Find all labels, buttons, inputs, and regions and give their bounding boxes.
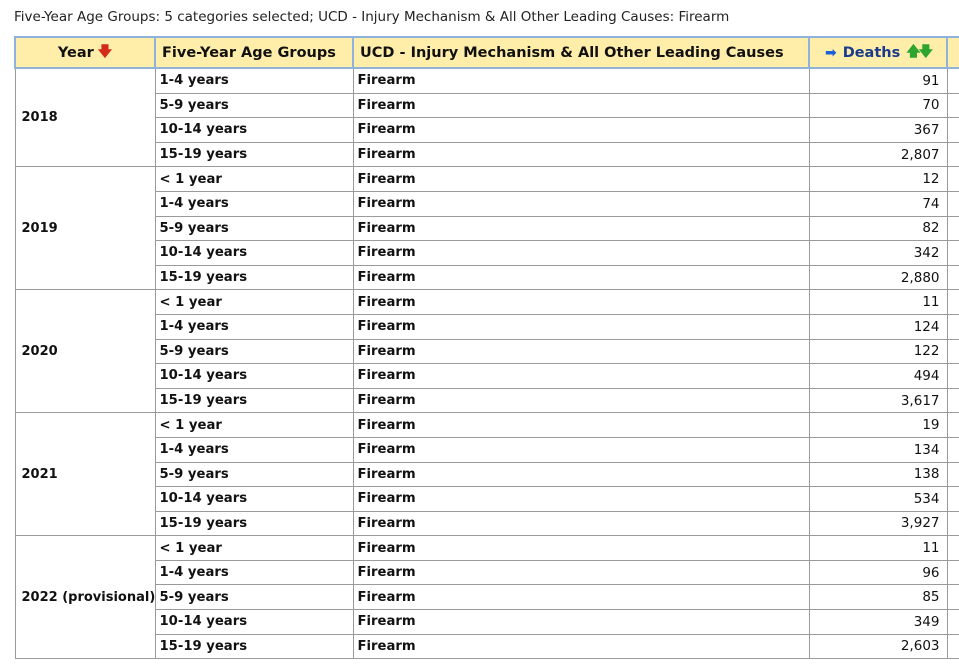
deaths-cell: 367 (809, 118, 947, 143)
table-row (15, 511, 959, 536)
age-group-cell: 10-14 years (155, 364, 353, 389)
age-group-cell: 1-4 years (155, 314, 353, 339)
extra-cell (947, 610, 959, 635)
cause-cell: Firearm (353, 610, 809, 635)
extra-cell (947, 437, 959, 462)
extra-cell (947, 487, 959, 512)
deaths-cell: 85 (809, 585, 947, 610)
deaths-cell: 122 (809, 339, 947, 364)
extra-cell (947, 536, 959, 561)
age-group-cell: 5-9 years (155, 585, 353, 610)
cause-cell: Firearm (353, 634, 809, 659)
deaths-cell: 138 (809, 462, 947, 487)
extra-cell (947, 413, 959, 438)
table-row (15, 216, 959, 241)
age-group-cell: 10-14 years (155, 610, 353, 635)
table-row (15, 339, 959, 364)
age-group-cell: 1-4 years (155, 437, 353, 462)
results-table (14, 36, 959, 659)
cause-cell: Firearm (353, 68, 809, 93)
table-row (15, 290, 959, 315)
year-cell: 2019 (15, 167, 155, 290)
table-row (15, 265, 959, 290)
deaths-cell: 96 (809, 560, 947, 585)
table-header (15, 37, 959, 68)
extra-cell (947, 68, 959, 93)
table-row (15, 388, 959, 413)
header-row (15, 37, 959, 68)
year-cell: 2021 (15, 413, 155, 536)
deaths-cell: 124 (809, 314, 947, 339)
results-caption: Five-Year Age Groups: 5 categories selected; UCD - Injury Mechanism & All Other Leading Causes: Firearm (14, 9, 730, 25)
right-arrow-icon: ➡ (824, 44, 837, 61)
extra-cell (947, 364, 959, 389)
extra-cell (947, 585, 959, 610)
extra-cell (947, 216, 959, 241)
deaths-cell: 91 (809, 68, 947, 93)
deaths-cell: 494 (809, 364, 947, 389)
extra-cell (947, 191, 959, 216)
age-group-cell: 10-14 years (155, 118, 353, 143)
table-row (15, 610, 959, 635)
year-cell: 2022 (provisional) (15, 536, 155, 659)
age-group-cell: 15-19 years (155, 142, 353, 167)
deaths-cell: 2,880 (809, 265, 947, 290)
cause-cell: Firearm (353, 241, 809, 266)
age-group-cell: 10-14 years (155, 241, 353, 266)
table-row (15, 585, 959, 610)
age-group-cell: 1-4 years (155, 68, 353, 93)
cause-cell: Firearm (353, 585, 809, 610)
column-header-deaths-label: Deaths (842, 44, 901, 61)
age-group-cell: 5-9 years (155, 216, 353, 241)
age-group-cell: 5-9 years (155, 339, 353, 364)
extra-cell (947, 118, 959, 143)
table-row (15, 191, 959, 216)
column-header-deaths[interactable] (809, 37, 947, 68)
extra-cell (947, 314, 959, 339)
year-cell: 2020 (15, 290, 155, 413)
deaths-cell: 74 (809, 191, 947, 216)
age-group-cell: 5-9 years (155, 93, 353, 118)
age-group-cell: 1-4 years (155, 560, 353, 585)
cause-cell: Firearm (353, 216, 809, 241)
deaths-cell: 2,807 (809, 142, 947, 167)
age-group-cell: 15-19 years (155, 388, 353, 413)
table-row (15, 536, 959, 561)
extra-cell (947, 167, 959, 192)
column-header-age-group-label: Five-Year Age Groups (162, 44, 336, 61)
table-row (15, 437, 959, 462)
cause-cell: Firearm (353, 388, 809, 413)
column-header-age-group[interactable] (155, 37, 353, 68)
age-group-cell: 10-14 years (155, 487, 353, 512)
cause-cell: Firearm (353, 265, 809, 290)
table-row (15, 560, 959, 585)
table-row (15, 68, 959, 93)
cause-cell: Firearm (353, 167, 809, 192)
year-cell: 2018 (15, 68, 155, 167)
extra-cell (947, 462, 959, 487)
column-header-cause[interactable] (353, 37, 809, 68)
table-row (15, 142, 959, 167)
deaths-cell: 349 (809, 610, 947, 635)
cause-cell: Firearm (353, 142, 809, 167)
deaths-cell: 82 (809, 216, 947, 241)
age-group-cell: < 1 year (155, 167, 353, 192)
cause-cell: Firearm (353, 290, 809, 315)
column-header-year[interactable] (15, 37, 155, 68)
deaths-cell: 134 (809, 437, 947, 462)
deaths-cell: 3,617 (809, 388, 947, 413)
cause-cell: Firearm (353, 93, 809, 118)
table-row (15, 487, 959, 512)
extra-cell (947, 290, 959, 315)
cause-cell: Firearm (353, 191, 809, 216)
table-row (15, 241, 959, 266)
extra-cell (947, 339, 959, 364)
deaths-cell: 534 (809, 487, 947, 512)
extra-cell (947, 241, 959, 266)
cause-cell: Firearm (353, 413, 809, 438)
deaths-cell: 11 (809, 290, 947, 315)
deaths-cell: 2,603 (809, 634, 947, 659)
table-row (15, 93, 959, 118)
age-group-cell: 1-4 years (155, 191, 353, 216)
age-group-cell: 5-9 years (155, 462, 353, 487)
extra-cell (947, 560, 959, 585)
table-row (15, 413, 959, 438)
cause-cell: Firearm (353, 118, 809, 143)
sort-descending-arrow-icon[interactable]: 🡇 (97, 43, 113, 60)
table-body (15, 68, 959, 659)
cause-cell: Firearm (353, 536, 809, 561)
age-group-cell: < 1 year (155, 536, 353, 561)
cause-cell: Firearm (353, 339, 809, 364)
age-group-cell: < 1 year (155, 290, 353, 315)
cause-cell: Firearm (353, 364, 809, 389)
age-group-cell: 15-19 years (155, 634, 353, 659)
cause-cell: Firearm (353, 487, 809, 512)
extra-cell (947, 142, 959, 167)
table-row (15, 462, 959, 487)
table-row (15, 634, 959, 659)
table-row (15, 314, 959, 339)
deaths-cell: 19 (809, 413, 947, 438)
sort-up-down-arrows-icon[interactable]: 🡅🡇 (906, 43, 932, 60)
column-header-cause-label: UCD - Injury Mechanism & All Other Leading Causes (360, 44, 784, 61)
deaths-cell: 11 (809, 536, 947, 561)
extra-cell (947, 265, 959, 290)
deaths-cell: 342 (809, 241, 947, 266)
column-header-year-label: Year (57, 44, 94, 61)
cause-cell: Firearm (353, 462, 809, 487)
extra-cell (947, 93, 959, 118)
table-row (15, 167, 959, 192)
cause-cell: Firearm (353, 511, 809, 536)
deaths-cell: 70 (809, 93, 947, 118)
age-group-cell: 15-19 years (155, 511, 353, 536)
cause-cell: Firearm (353, 560, 809, 585)
column-header-extra (947, 37, 959, 68)
extra-cell (947, 634, 959, 659)
cause-cell: Firearm (353, 314, 809, 339)
extra-cell (947, 388, 959, 413)
deaths-cell: 3,927 (809, 511, 947, 536)
cause-cell: Firearm (353, 437, 809, 462)
age-group-cell: < 1 year (155, 413, 353, 438)
age-group-cell: 15-19 years (155, 265, 353, 290)
table-row (15, 364, 959, 389)
extra-cell (947, 511, 959, 536)
table-row (15, 118, 959, 143)
deaths-cell: 12 (809, 167, 947, 192)
